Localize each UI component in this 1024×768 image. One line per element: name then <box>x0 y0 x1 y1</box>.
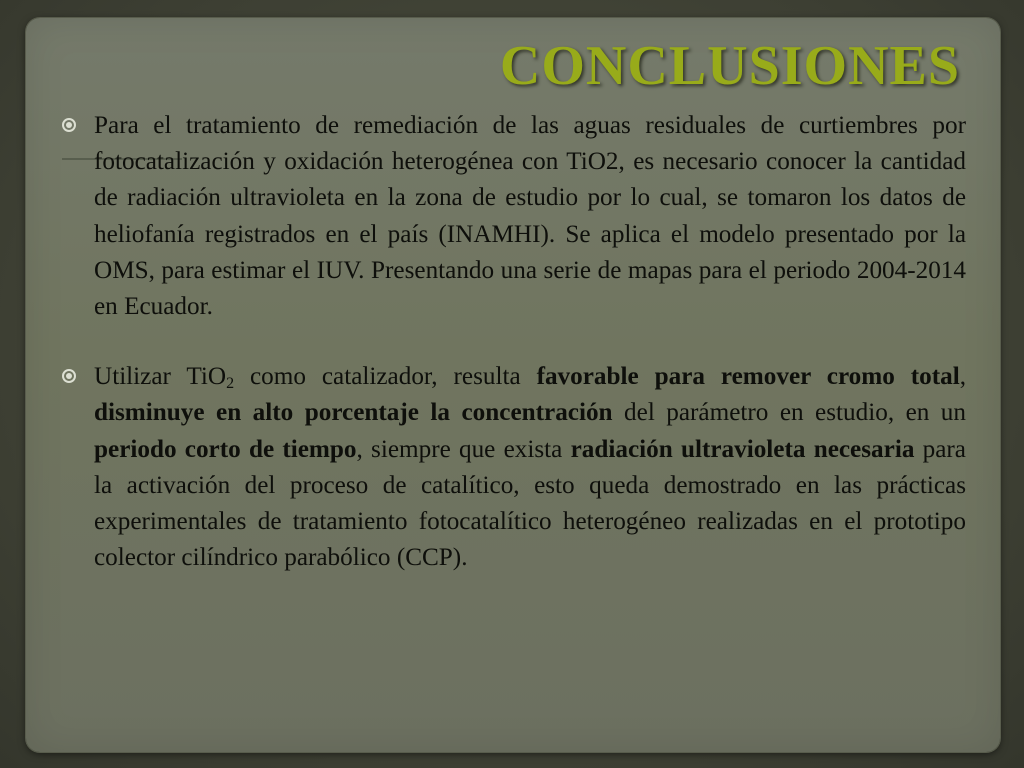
circle-target-icon <box>62 118 76 132</box>
slide-title: CONCLUSIONES <box>499 35 960 97</box>
bullet-2-segment: del parámetro en estudio, en un <box>612 399 966 427</box>
bullet-2-segment: para la activación del proceso de catalítico, esto queda demostrado en las prácticas experimentales de tratamiento fotocatalítico heterogéneo realizadas en el prototipo colector cilíndrico parabólico (CCP). <box>94 435 966 572</box>
bullet-2-bold-segment: disminuye en alto porcentaje la concentración <box>94 399 613 427</box>
bullet-2-segment: Utilizar TiO <box>94 363 227 391</box>
bullet-2-bold-segment: favorable para remover cromo total <box>536 363 960 391</box>
bullet-2-segment: , siempre que exista <box>356 435 571 463</box>
bullet-list <box>62 108 966 576</box>
bullet-2-segment: , <box>959 363 966 391</box>
bullet-text-2 <box>94 359 966 576</box>
bullet-item-2 <box>62 359 966 576</box>
bullet-2-bold-segment: periodo corto de tiempo <box>94 435 357 463</box>
bullet-2-bold-segment: radiación ultravioleta necesaria <box>570 435 915 463</box>
bullet-item-1 <box>62 108 966 325</box>
bullet-text-1: Para el tratamiento de remediación de las aguas residuales de curtiembres por fotocatalización y oxidación heterogénea con TiO2, es necesario conocer la cantidad de radiación ultravioleta en la zona de estudio por lo cual, se tomaron los datos de heliofanía registrados en el país (INAMHI). Se aplica el modelo presentado por la OMS, para estimar el IUV. Presentando una serie de mapas para el periodo 2004-2014 en Ecuador. <box>94 112 966 321</box>
bullet-2-segment: como catalizador, resulta <box>234 363 537 391</box>
bullet-2-subscript: 2 <box>226 375 235 393</box>
circle-target-icon <box>62 369 76 383</box>
